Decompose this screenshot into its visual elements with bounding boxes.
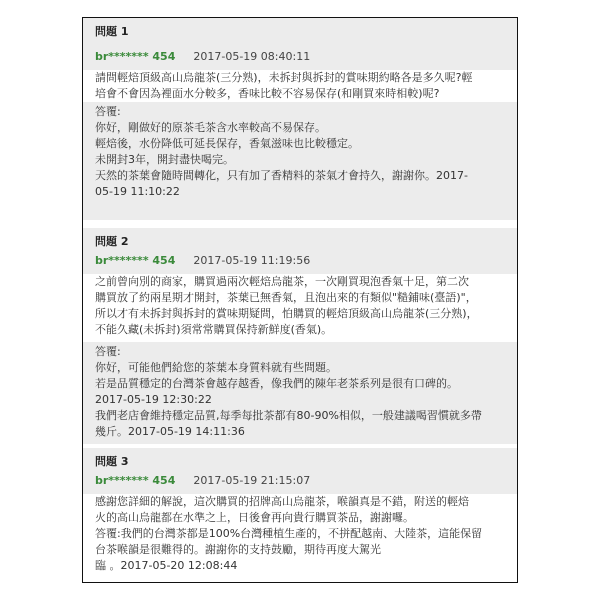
answer-line: 若是品質穩定的台灣茶會越存越香，像我們的陳年老茶系列是很有口碑的。 <box>95 377 458 390</box>
question-line: 火的高山烏龍都在水準之上，日後會再向貴行購買茶品，謝謝囉。 <box>95 511 414 524</box>
question-line: 不能久藏(未拆封)須常常購買保持新鮮度(香氣)。 <box>95 323 333 336</box>
question-line: 請問輕焙頂級高山烏龍茶(三分熟)，未拆封與拆封的賞味期約略各是多久呢?輕 <box>95 71 473 84</box>
question-line: 之前曾向別的商家，購買過兩次輕焙烏龍茶，一次剛買現泡香氣十足，第二次 <box>95 275 469 288</box>
question-date: 2017-05-19 21:15:07 <box>193 474 311 487</box>
question-meta <box>95 49 505 65</box>
answer-box <box>83 342 517 444</box>
answer-line: 你好，剛做好的原茶毛茶含水率較高不易保存。 <box>95 121 326 134</box>
answer-line: 幾斤。2017-05-19 14:11:36 <box>95 425 245 438</box>
question-header <box>83 18 517 70</box>
qa-panel <box>82 17 518 583</box>
question-header <box>83 448 517 494</box>
question-block-3 <box>83 448 517 583</box>
answer-line: 未開封3年，開封盡快喝完。 <box>95 153 234 166</box>
question-header <box>83 228 517 274</box>
question-text <box>83 494 517 583</box>
question-text <box>83 70 517 102</box>
answer-line: 你好，可能他們給您的茶葉本身質料就有些問題。 <box>95 361 337 374</box>
question-line: 感謝您詳細的解說，這次購買的招牌高山烏龍茶，喉韻真是不錯，附送的輕焙 <box>95 495 469 508</box>
question-meta <box>95 473 505 489</box>
answer-line: 2017-05-19 12:30:22 <box>95 393 212 406</box>
question-title: 問題 3 <box>95 455 129 468</box>
answer-line: 答覆: <box>95 105 121 118</box>
answer-line: 05-19 11:10:22 <box>95 185 180 198</box>
question-meta <box>95 253 505 269</box>
question-title: 問題 1 <box>95 25 129 38</box>
answer-box <box>83 102 517 220</box>
answer-line: 輕焙後，水份降低可延長保存，香氣滋味也比較穩定。 <box>95 137 359 150</box>
answer-line: 天然的茶葉會隨時間轉化，只有加了香精料的茶氣才會持久，謝謝你。2017- <box>95 169 468 182</box>
question-line: 購買放了約兩星期才開封，茶葉已無香氣，且泡出來的有類似"糙鋪味(臺語)"， <box>95 291 477 304</box>
answer-line: 我們老店會維持穩定品質,每季每批茶都有80-90%相似，一般建議喝習慣就多帶 <box>95 409 482 422</box>
question-line: 台茶喉韻是很難得的。謝謝你的支持鼓勵，期待再度大駕光 <box>95 543 381 556</box>
question-text <box>83 274 517 342</box>
question-date: 2017-05-19 11:19:56 <box>193 254 311 267</box>
username: br******* 454 <box>95 474 176 487</box>
question-line: 所以才有未拆封與拆封的賞味期疑問，怕購買的輕焙頂級高山烏龍茶(三分熟)， <box>95 307 478 320</box>
question-line: 培會不會因為裡面水分較多，香味比較不容易保存(和剛買來時相較)呢? <box>95 87 440 100</box>
question-line: 臨 。2017-05-20 12:08:44 <box>95 559 238 572</box>
username: br******* 454 <box>95 50 176 63</box>
answer-line: 答覆: <box>95 345 121 358</box>
question-title: 問題 2 <box>95 235 129 248</box>
question-date: 2017-05-19 08:40:11 <box>193 50 311 63</box>
question-line: 答覆:我們的台灣茶都是100%台灣種植生產的，不拼配越南、大陸茶，這能保留 <box>95 527 483 540</box>
question-block-2 <box>83 228 517 444</box>
username: br******* 454 <box>95 254 176 267</box>
question-block-1 <box>83 18 517 220</box>
